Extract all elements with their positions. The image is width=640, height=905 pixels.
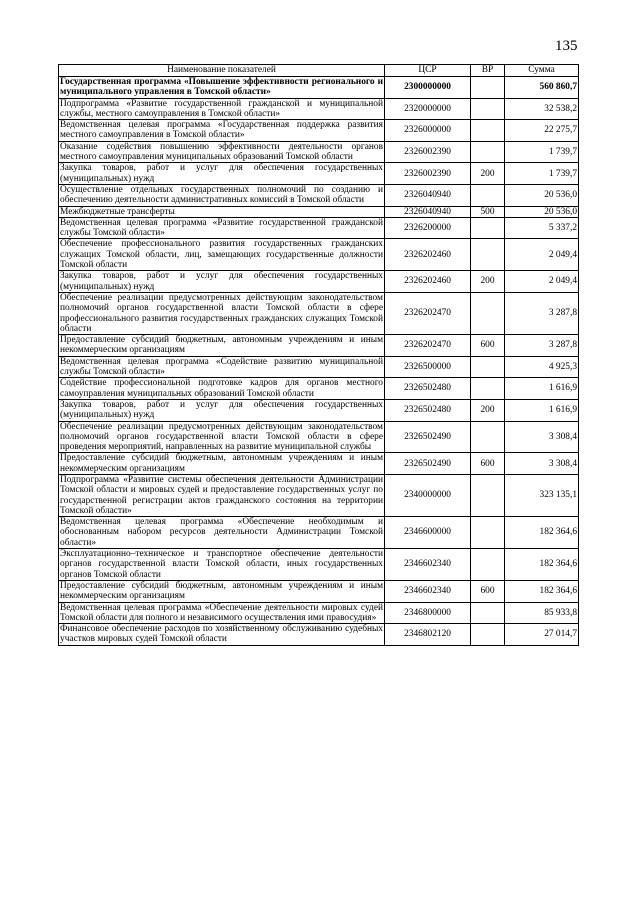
row-name: Закупка товаров, работ и услуг для обеспечения государственных (муниципальных) нужд: [60, 271, 383, 292]
header-vr: ВР: [471, 65, 505, 77]
row-name: Финансовое обеспечение расходов по хозяйственному обслуживанию судебных участков мировых судей Томской области: [60, 624, 383, 645]
row-vr: [471, 421, 505, 453]
row-vr: [471, 98, 505, 120]
row-code: 2326202460: [385, 239, 471, 271]
row-vr: [471, 239, 505, 271]
row-name: Подпрограмма «Развитие государственной гражданской и муниципальной службы, местного самоуправления в Томской области»: [60, 98, 383, 119]
table-row: [59, 399, 579, 421]
row-vr: [471, 184, 505, 206]
row-code: 2326000000: [385, 120, 471, 142]
row-sum: 2 049,4: [505, 271, 579, 293]
page-number: 135: [555, 38, 578, 54]
row-sum: 323 135,1: [505, 474, 579, 516]
row-sum: 22 275,7: [505, 120, 579, 142]
row-code: 2326502480: [385, 399, 471, 421]
header-name: Наименование показателей: [59, 65, 385, 77]
row-code: 2346602340: [385, 580, 471, 602]
table-row: [59, 292, 579, 334]
row-vr: [471, 549, 505, 581]
row-name: Оказание содействия повышению эффективности деятельности органов местного самоуправления муниципальных образований Томской области: [60, 141, 383, 163]
row-sum: 182 364,6: [505, 580, 579, 602]
row-name: Ведомственная целевая программа «Обеспечение деятельности мировых судей Томской области для полного и независимого осуществления ими правосудия»: [60, 602, 383, 623]
row-code: 2326502490: [385, 421, 471, 453]
row-code: 2300000000: [385, 77, 471, 99]
row-sum: 1 739,7: [505, 163, 579, 185]
row-code: 2346802120: [385, 624, 471, 646]
row-code: 2326040940: [385, 184, 471, 206]
row-code: 2326502480: [385, 378, 471, 400]
row-code: 2340000000: [385, 474, 471, 516]
table-row: [59, 335, 579, 357]
row-sum: 27 014,7: [505, 624, 579, 646]
table-row: [59, 517, 579, 549]
row-sum: 3 287,8: [505, 335, 579, 357]
row-vr: 600: [471, 335, 505, 357]
table-row: [59, 239, 579, 271]
row-name: Эксплуатационно–техническое и транспортное обеспечение деятельности органов государственной власти Томской области, иных государственных органов Томской области: [60, 549, 383, 580]
table-row: [59, 163, 579, 185]
row-vr: [471, 77, 505, 99]
row-sum: 1 616,9: [505, 378, 579, 400]
row-code: 2320000000: [385, 98, 471, 120]
table-row: [59, 602, 579, 624]
row-code: 2326002390: [385, 141, 471, 163]
row-sum: 4 925,3: [505, 356, 579, 378]
row-sum: 1 616,9: [505, 399, 579, 421]
table-row: [59, 624, 579, 646]
header-code: ЦСР: [385, 65, 471, 77]
budget-table: [58, 64, 579, 646]
row-vr: 200: [471, 399, 505, 421]
row-name: Осуществление отдельных государственных полномочий по созданию и обеспечению деятельности административных комиссий в Томской области: [60, 184, 383, 206]
table-row: [59, 217, 579, 239]
row-name: Подпрограмма «Развитие системы обеспечения деятельности Администрации Томской области и мировых судей и предоставление государственных услуг по государственной регистрации актов гражданского состояния на территории Томской области»: [60, 474, 383, 516]
row-name: Закупка товаров, работ и услуг для обеспечения государственных (муниципальных) нужд: [60, 163, 383, 184]
row-name: Государственная программа «Повышение эффективности регионального и муниципального управления в Томской области»: [60, 77, 383, 98]
row-vr: [471, 378, 505, 400]
row-vr: [471, 624, 505, 646]
row-vr: 200: [471, 163, 505, 185]
row-code: 2346600000: [385, 517, 471, 549]
row-name: Обеспечение реализации предусмотренных действующим законодательством полномочий органов государственной власти Томской области в сфере профессионального развития государственных гражданских служащих Томской области: [60, 292, 383, 334]
row-name: Предоставление субсидий бюджетным, автономным учреждениям и иным некоммерческим организациям: [60, 580, 383, 602]
row-code: 2326202460: [385, 271, 471, 293]
row-vr: 600: [471, 580, 505, 602]
row-name: Обеспечение реализации предусмотренных действующим законодательством полномочий органов государственной власти Томской области в сфере проведения мероприятий, направленных на развитие муниципальной службы: [60, 421, 383, 453]
row-code: 2346800000: [385, 602, 471, 624]
row-code: 2326002390: [385, 163, 471, 185]
table-row: [59, 549, 579, 581]
row-name: Ведомственная целевая программа «Государственная поддержка развития местного самоуправления в Томской области»: [60, 120, 383, 141]
row-sum: 3 308,4: [505, 453, 579, 475]
row-sum: 560 860,7: [505, 77, 579, 99]
row-vr: 500: [471, 206, 505, 217]
row-sum: 5 337,2: [505, 217, 579, 239]
row-name: Предоставление субсидий бюджетным, автономным учреждениям и иным некоммерческим организациям: [60, 453, 383, 474]
table-row: [59, 206, 579, 217]
row-vr: [471, 292, 505, 334]
row-vr: 200: [471, 271, 505, 293]
row-sum: 2 049,4: [505, 239, 579, 271]
table-row: [59, 98, 579, 120]
row-vr: [471, 217, 505, 239]
row-vr: [471, 356, 505, 378]
row-code: 2326200000: [385, 217, 471, 239]
row-name: Межбюджетные трансферты: [59, 206, 385, 217]
table-row: [59, 184, 579, 206]
table-row: [59, 453, 579, 475]
row-vr: [471, 141, 505, 163]
row-name: Ведомственная целевая программа «Развитие государственной гражданской службы Томской области»: [60, 217, 383, 239]
table-row: [59, 271, 579, 293]
table-header-row: [59, 65, 579, 77]
row-sum: 182 364,6: [505, 517, 579, 549]
row-sum: 1 739,7: [505, 141, 579, 163]
row-sum: 85 933,8: [505, 602, 579, 624]
table-row: [59, 141, 579, 163]
row-code: 2346602340: [385, 549, 471, 581]
row-name: Обеспечение профессионального развития государственных гражданских служащих Томской области, лиц, замещающих государственные должности Томской области: [60, 239, 383, 271]
row-vr: [471, 517, 505, 549]
row-sum: 20 536,0: [505, 206, 579, 217]
table-row: [59, 474, 579, 516]
row-name: Содействие профессиональной подготовке кадров для органов местного самоуправления муниципальных образований Томской области: [60, 378, 383, 399]
row-code: 2326502490: [385, 453, 471, 475]
table-row: [59, 356, 579, 378]
row-vr: [471, 602, 505, 624]
row-vr: [471, 120, 505, 142]
row-sum: 182 364,6: [505, 549, 579, 581]
row-sum: 3 287,8: [505, 292, 579, 334]
row-name: Предоставление субсидий бюджетным, автономным учреждениям и иным некоммерческим организациям: [60, 335, 383, 356]
table-row: [59, 580, 579, 602]
row-code: 2326500000: [385, 356, 471, 378]
row-vr: 600: [471, 453, 505, 475]
row-sum: 20 536,0: [505, 184, 579, 206]
row-code: 2326040940: [385, 206, 471, 217]
row-code: 2326202470: [385, 292, 471, 334]
row-name: Ведомственная целевая программа «Содействие развитию муниципальной службы Томской области»: [60, 356, 383, 378]
header-sum: Сумма: [505, 65, 579, 77]
table-row: [59, 421, 579, 453]
row-sum: 32 538,2: [505, 98, 579, 120]
table-row: [59, 120, 579, 142]
table-row: [59, 378, 579, 400]
row-name: Ведомственная целевая программа «Обеспечение необходимым и обоснованным набором ресурсов деятельности Администрации Томской области»: [60, 517, 383, 548]
row-vr: [471, 474, 505, 516]
row-code: 2326202470: [385, 335, 471, 357]
table-row: [59, 77, 579, 99]
row-name: Закупка товаров, работ и услуг для обеспечения государственных (муниципальных) нужд: [60, 399, 383, 421]
row-sum: 3 308,4: [505, 421, 579, 453]
